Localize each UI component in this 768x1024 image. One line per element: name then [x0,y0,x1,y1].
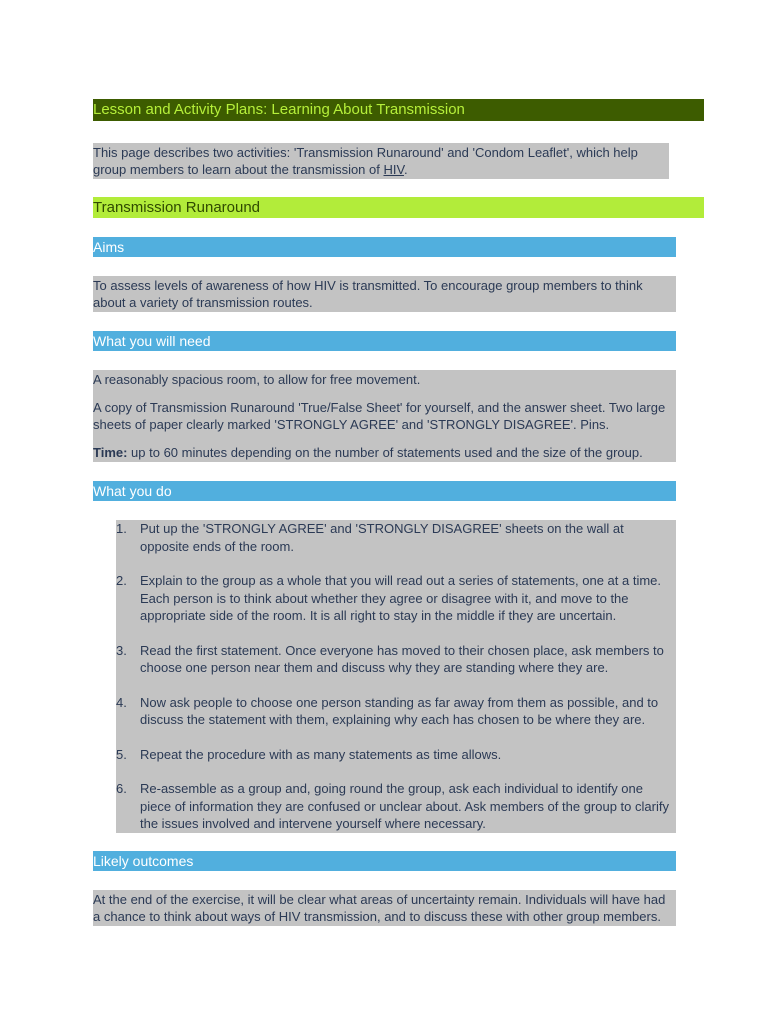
need-item: A copy of Transmission Runaround 'True/False Sheet' for yourself, and the answer sheet. Two large sheets of paper clearly marked 'STRONGLY AGREE' and 'STRONGLY DISAGREE'. Pins. [93,400,666,432]
time-text: up to 60 minutes depending on the number of statements used and the size of the group. [127,445,643,460]
step-number: 3. [116,642,127,658]
need-heading: What you will need [93,331,676,351]
list-item [116,555,676,625]
list-item [116,763,676,833]
page-title: Lesson and Activity Plans: Learning About Transmission [93,99,704,121]
step-number: 2. [116,573,127,588]
list-item [116,729,676,764]
step-text: Repeat the procedure with as many statements as time allows. [140,746,502,762]
steps-list [116,520,676,833]
activity-title: Transmission Runaround [93,197,704,218]
step-text: Re-assemble as a group and, going round the group, ask each individual to identify one piece of information they are confused or unclear about. Ask members of the group to clarify the issues involved and intervene yourself where necessary. [140,781,669,831]
step-text: Read the first statement. Once everyone has moved to their chosen place, ask members to choose one person near them and discuss why they are standing where they are. [140,642,664,675]
time-label: Time: [93,445,128,460]
list-item [116,625,676,677]
intro-text-end: . [403,162,408,177]
document-page [93,99,704,926]
hiv-link[interactable]: HIV [383,162,404,177]
intro-text: This page describes two activities: 'Transmission Runaround' and 'Condom Leaflet', which help group members to learn about the transmission of [93,145,638,177]
time-paragraph [93,444,676,461]
step-number: 6. [116,781,127,796]
step-number: 4. [116,694,127,710]
step-text: Now ask people to choose one person standing as far away from them as possible, and to discuss the statement with them, explaining why each has chosen to be where they are. [140,694,659,727]
aims-heading: Aims [93,237,676,257]
need-box [93,370,676,462]
list-item [116,677,676,729]
list-item [116,520,676,555]
outcomes-heading: Likely outcomes [93,851,676,871]
step-number: 1. [116,521,127,536]
intro-paragraph [93,143,669,179]
outcomes-text: At the end of the exercise, it will be clear what areas of uncertainty remain. Individuals will have had a chance to think about ways of HIV transmission, and to discuss these with other group members. [93,890,676,926]
step-text: Put up the 'STRONGLY AGREE' and 'STRONGLY DISAGREE' sheets on the wall at opposite ends of the room. [140,521,624,554]
do-heading: What you do [93,481,676,501]
need-item: A reasonably spacious room, to allow for free movement. [93,372,421,387]
step-number: 5. [116,746,127,762]
aims-text: To assess levels of awareness of how HIV is transmitted. To encourage group members to think about a variety of transmission routes. [93,276,676,312]
step-text: Explain to the group as a whole that you will read out a series of statements, one at a time. Each person is to think about whether they agree or disagree with it, and move to the appropriate side of the room. It is all right to stay in the middle if they are uncertain. [140,573,662,623]
